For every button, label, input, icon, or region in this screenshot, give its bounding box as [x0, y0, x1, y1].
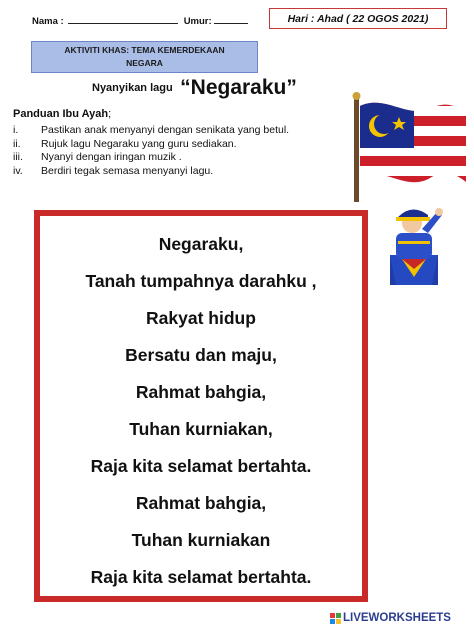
guide-item-number: iv. — [13, 164, 23, 177]
theme-line-2: NEGARA — [126, 58, 163, 68]
guide-item-number: iii. — [13, 151, 23, 163]
saluting-soldier-icon — [382, 205, 446, 285]
guide-title: Panduan Ibu Ayah — [13, 108, 109, 120]
lyric-line: Negaraku, — [158, 234, 244, 254]
guide-item-text: Berdiri tegak semasa menyanyi lagu. — [41, 164, 214, 177]
malaysia-flag-icon — [342, 86, 470, 204]
guide-heading — [13, 108, 111, 120]
theme-banner — [31, 41, 258, 73]
lyric-line: Tuhan kurniakan, — [129, 419, 273, 439]
guide-item — [13, 124, 313, 138]
date-box — [269, 8, 447, 29]
guide-item-text: Pastikan anak menyanyi dengan senikata yang betul. — [41, 124, 290, 136]
student-info-row — [32, 14, 248, 27]
age-label: Umur: — [183, 16, 212, 27]
guide-item-text: Nyanyi dengan iringan muzik . — [41, 151, 182, 163]
guide-item-text: Rujuk lagu Negaraku yang guru sediakan. — [41, 137, 237, 150]
guide-item — [13, 138, 313, 152]
guide-list — [13, 124, 313, 178]
song-heading — [92, 76, 297, 100]
guide-item — [13, 151, 313, 165]
lyric-line: Rakyat hidup — [146, 308, 256, 328]
lyric-line: Tuhan kurniakan — [131, 530, 271, 550]
lyric-line: Raja kita selamat bertahta. — [90, 567, 312, 587]
name-label: Nama : — [32, 16, 64, 27]
name-field[interactable] — [68, 14, 178, 24]
guide-item — [13, 165, 313, 179]
lyrics-frame — [34, 210, 368, 602]
song-prefix: Nyanyikan lagu — [92, 82, 173, 94]
brand-name: LIVEWORKSHEETS — [343, 612, 451, 624]
age-field[interactable] — [214, 14, 248, 24]
lyric-line: Rahmat bahgia, — [135, 493, 267, 513]
guide-item-number: ii. — [13, 137, 21, 150]
lyric-line: Bersatu dan maju, — [125, 345, 277, 365]
lyric-line: Rahmat bahgia, — [135, 382, 267, 402]
song-title: “Negaraku” — [180, 76, 297, 99]
lyric-line: Raja kita selamat bertahta. — [90, 456, 312, 476]
liveworksheets-logo-icon — [330, 613, 341, 624]
guide-item-number: i. — [13, 124, 19, 136]
theme-line-1: AKTIVITI KHAS: TEMA KEMERDEKAAN — [64, 45, 225, 55]
guide-title-suffix: ; — [108, 108, 112, 120]
lyric-line: Tanah tumpahnya darahku , — [85, 271, 317, 291]
date-text: Hari : Ahad ( 22 OGOS 2021) — [287, 12, 429, 25]
brand-footer[interactable] — [330, 612, 451, 624]
